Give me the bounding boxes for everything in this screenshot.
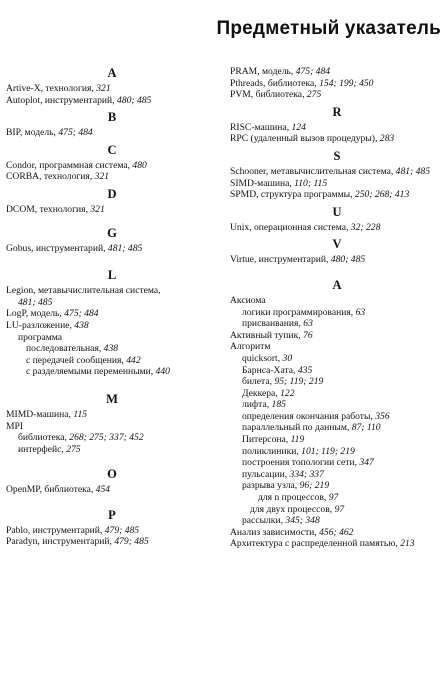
index-section-P bbox=[6, 508, 218, 548]
index-entry bbox=[230, 469, 444, 481]
index-entry bbox=[230, 341, 444, 353]
entry-term: PRAM, модель, bbox=[230, 66, 296, 77]
index-entry bbox=[230, 457, 444, 469]
index-entry bbox=[6, 83, 218, 95]
entry-pages: 479; 485 bbox=[104, 524, 140, 536]
index-entry bbox=[6, 409, 218, 421]
index-entry bbox=[230, 434, 444, 446]
index-section-L bbox=[6, 268, 218, 378]
entry-pages: 122 bbox=[280, 387, 295, 399]
entry-term: MIMD-машина, bbox=[6, 408, 74, 420]
entry-pages: 213 bbox=[400, 538, 415, 550]
index-entry bbox=[6, 536, 218, 548]
entry-term: интерфейс, bbox=[18, 443, 67, 455]
entry-term: с разделяемыми переменными, bbox=[26, 366, 156, 378]
entry-pages: 345; 348 bbox=[285, 515, 320, 527]
entry-pages: 356 bbox=[375, 410, 390, 422]
entry-pages: 63 bbox=[303, 318, 313, 330]
entry-pages: 110; 115 bbox=[294, 177, 328, 189]
index-section-B bbox=[6, 110, 218, 139]
index-entry bbox=[6, 297, 218, 309]
entry-term: MPI bbox=[6, 420, 24, 432]
index-entry bbox=[230, 399, 444, 411]
entry-pages: 76 bbox=[303, 329, 313, 341]
index-entry bbox=[230, 330, 444, 342]
section-letter: P bbox=[108, 507, 116, 522]
index-entry bbox=[230, 446, 444, 458]
entry-term: программа bbox=[18, 331, 63, 343]
section-letter: S bbox=[333, 148, 341, 163]
entry-term: лифта, bbox=[242, 399, 272, 411]
entry-pages: 438 bbox=[103, 343, 119, 355]
entry-pages: 442 bbox=[126, 354, 141, 366]
entry-pages: 124 bbox=[291, 121, 306, 133]
entry-pages: 475; 484 bbox=[58, 127, 93, 139]
index-entry bbox=[230, 178, 444, 190]
entry-pages: 334; 337 bbox=[289, 468, 324, 480]
entry-pages: 480; 485 bbox=[330, 254, 366, 266]
index-column-left bbox=[6, 66, 218, 676]
entry-term: Virtue, инструментарий, bbox=[230, 254, 331, 266]
entry-pages: 321 bbox=[94, 171, 110, 183]
entry-term: Artive-X, технология, bbox=[6, 83, 97, 94]
index-entry bbox=[6, 204, 218, 216]
entry-pages: 321 bbox=[90, 203, 105, 215]
entry-term: билета, bbox=[242, 376, 275, 388]
entry-term: присваивания, bbox=[242, 318, 304, 330]
index-entry bbox=[230, 376, 444, 388]
entry-pages: 268; 275; 337; 452 bbox=[69, 432, 144, 444]
entry-term: Unix, операционная система, bbox=[230, 221, 351, 233]
entry-pages: 321 bbox=[96, 83, 111, 94]
index-entry bbox=[230, 78, 444, 90]
section-letter: M bbox=[106, 391, 118, 406]
entry-term: для n процессов, bbox=[258, 492, 329, 504]
index-section-O bbox=[6, 467, 218, 496]
entry-pages: 96; 219 bbox=[299, 480, 330, 492]
entry-term: Pablo, инструментарий, bbox=[6, 524, 105, 536]
index-entry bbox=[230, 365, 444, 377]
index-entry bbox=[6, 320, 218, 332]
entry-term: Активный тупик, bbox=[230, 329, 304, 341]
index-section-C bbox=[6, 143, 218, 183]
entry-term: SPMD, структура программы, bbox=[230, 189, 355, 201]
index-entry bbox=[6, 421, 218, 433]
index-entry bbox=[6, 243, 218, 255]
entry-term: Архитектура с распределенной памятью, bbox=[230, 538, 401, 550]
entry-term: OpenMP, библиотека, bbox=[6, 484, 96, 496]
index-section-S bbox=[230, 149, 444, 201]
index-entry bbox=[230, 66, 444, 78]
entry-pages: 454 bbox=[95, 484, 111, 496]
index-entry bbox=[6, 127, 218, 139]
entry-term: Condor, программная система, bbox=[6, 159, 133, 171]
index-section bbox=[230, 66, 444, 101]
index-entry bbox=[230, 411, 444, 423]
entry-pages: 480 bbox=[132, 159, 147, 171]
index-column-right bbox=[230, 66, 444, 676]
index-entry bbox=[230, 133, 444, 145]
index-entry bbox=[230, 480, 444, 492]
entry-term: Питерсона, bbox=[242, 434, 291, 446]
entry-pages: 480; 485 bbox=[116, 94, 152, 106]
section-letter: B bbox=[107, 110, 117, 125]
index-entry bbox=[6, 444, 218, 456]
entry-pages: 475; 484 bbox=[295, 66, 331, 77]
section-letter: U bbox=[332, 204, 342, 219]
index-entry bbox=[6, 171, 218, 183]
index-entry bbox=[6, 95, 218, 107]
entry-pages: 97 bbox=[334, 503, 345, 515]
index-entry bbox=[6, 525, 218, 537]
index-entry bbox=[6, 366, 218, 378]
index-entry bbox=[230, 189, 444, 201]
entry-pages: 30 bbox=[282, 352, 293, 364]
entry-pages: 119 bbox=[290, 434, 305, 446]
section-letter: A bbox=[107, 66, 117, 80]
index-entry bbox=[6, 308, 218, 320]
section-letter: L bbox=[107, 268, 117, 283]
index-section-D bbox=[6, 187, 218, 216]
index-section-R bbox=[230, 105, 444, 145]
entry-term: RISC-машина, bbox=[230, 121, 292, 133]
index-entry bbox=[6, 355, 218, 367]
index-entry bbox=[6, 285, 218, 297]
entry-pages: 32; 228 bbox=[350, 221, 381, 233]
entry-term: рассылки, bbox=[242, 515, 286, 527]
entry-term: параллельный по данным, bbox=[242, 422, 352, 434]
page-title: Предметный указатель bbox=[216, 18, 441, 39]
entry-pages: 456; 462 bbox=[319, 526, 354, 538]
entry-term: пульсации, bbox=[242, 468, 290, 480]
entry-term: Schooner, метавычислительная система, bbox=[230, 165, 396, 177]
index-entry bbox=[6, 160, 218, 172]
index-entry bbox=[230, 122, 444, 134]
entry-pages: 481; 485 bbox=[107, 242, 143, 254]
section-letter: D bbox=[107, 186, 117, 201]
entry-term: BIP, модель, bbox=[6, 127, 59, 139]
entry-pages: 479; 485 bbox=[114, 536, 149, 548]
index-entry bbox=[230, 388, 444, 400]
entry-term: SIMD-машина, bbox=[230, 177, 295, 189]
entry-pages: 63 bbox=[355, 306, 366, 318]
entry-term: quicksort, bbox=[242, 352, 283, 364]
index-section-А bbox=[230, 278, 444, 550]
entry-term: для двух процессов, bbox=[250, 503, 335, 515]
index-entry bbox=[230, 504, 444, 516]
index-entry bbox=[230, 515, 444, 527]
index-entry bbox=[230, 166, 444, 178]
entry-pages: 101; 119; 219 bbox=[301, 445, 355, 457]
entry-term: Алгоритм bbox=[230, 341, 271, 353]
entry-term: библиотека, bbox=[18, 432, 70, 444]
entry-pages: 283 bbox=[379, 133, 395, 145]
index-section-M bbox=[6, 392, 218, 455]
index-entry bbox=[6, 332, 218, 344]
entry-term: PVM, библиотека, bbox=[230, 89, 307, 101]
section-letter: R bbox=[332, 104, 342, 119]
entry-pages: 438 bbox=[74, 319, 89, 331]
section-letter: C bbox=[107, 142, 117, 157]
index-section-V bbox=[230, 237, 444, 266]
entry-term: последовательная, bbox=[26, 343, 104, 355]
entry-term: Legion, метавычислительная система, bbox=[6, 285, 161, 297]
index-entry bbox=[230, 295, 444, 307]
entry-term: Pthreads, библиотека, bbox=[230, 77, 320, 89]
index-entry bbox=[230, 492, 444, 504]
entry-pages: 97 bbox=[328, 492, 339, 504]
section-letter: G bbox=[107, 225, 117, 240]
entry-term: LogP, модель, bbox=[6, 308, 65, 320]
index-entry bbox=[230, 527, 444, 539]
entry-term: разрыва узла, bbox=[242, 480, 300, 492]
entry-term: Деккера, bbox=[242, 387, 281, 399]
entry-pages: 115 bbox=[73, 408, 88, 420]
entry-pages: 185 bbox=[271, 399, 286, 411]
index-entry bbox=[230, 318, 444, 330]
entry-term: Gobus, инструментарий, bbox=[6, 242, 108, 254]
index-entry bbox=[230, 307, 444, 319]
index-section-A bbox=[6, 66, 218, 106]
index-entry bbox=[230, 89, 444, 101]
index-entry bbox=[6, 343, 218, 355]
section-letter: V bbox=[332, 237, 342, 252]
entry-term: Анализ зависимости, bbox=[230, 526, 320, 538]
entry-pages: 87; 110 bbox=[351, 422, 381, 434]
entry-term: с передачей сообщения, bbox=[26, 354, 127, 366]
entry-term: Барнса-Хата, bbox=[242, 364, 298, 376]
index-entry bbox=[230, 222, 444, 234]
index-entry bbox=[230, 422, 444, 434]
index-entry bbox=[230, 254, 444, 266]
index-entry bbox=[6, 432, 218, 444]
entry-pages: 481; 485 bbox=[18, 296, 53, 308]
entry-term: логики программирования, bbox=[242, 306, 356, 318]
entry-term: LU-разложение, bbox=[6, 319, 75, 331]
entry-pages: 440 bbox=[155, 366, 170, 378]
entry-term: CORBA, технология, bbox=[6, 171, 95, 183]
entry-pages: 250; 268; 413 bbox=[354, 189, 410, 201]
entry-pages: 275 bbox=[66, 443, 81, 455]
index-section-G bbox=[6, 226, 218, 255]
section-letter: А bbox=[332, 277, 342, 292]
entry-term: DCOM, технология, bbox=[6, 203, 91, 215]
entry-pages: 481; 485 bbox=[395, 165, 431, 177]
entry-term: Autoplot, инструментарий, bbox=[6, 94, 117, 106]
index-entry bbox=[230, 538, 444, 550]
entry-pages: 475; 484 bbox=[64, 308, 99, 320]
entry-term: Аксиома bbox=[230, 294, 266, 306]
entry-term: RPC (удаленный вызов процедуры), bbox=[230, 133, 380, 145]
section-letter: O bbox=[107, 467, 117, 482]
entry-term: определения окончания работы, bbox=[242, 410, 376, 422]
index-entry bbox=[6, 484, 218, 496]
index-section-U bbox=[230, 205, 444, 234]
entry-term: построения топологии сети, bbox=[242, 457, 360, 469]
entry-pages: 95; 119; 219 bbox=[274, 376, 324, 388]
entry-pages: 435 bbox=[297, 364, 313, 376]
index-entry bbox=[230, 353, 444, 365]
entry-term: поликлиники, bbox=[242, 445, 302, 457]
entry-pages: 154; 199; 450 bbox=[319, 77, 374, 89]
entry-pages: 347 bbox=[359, 457, 374, 469]
entry-term: Paradyn, инструментарий, bbox=[6, 536, 115, 548]
entry-pages: 275 bbox=[306, 89, 322, 101]
